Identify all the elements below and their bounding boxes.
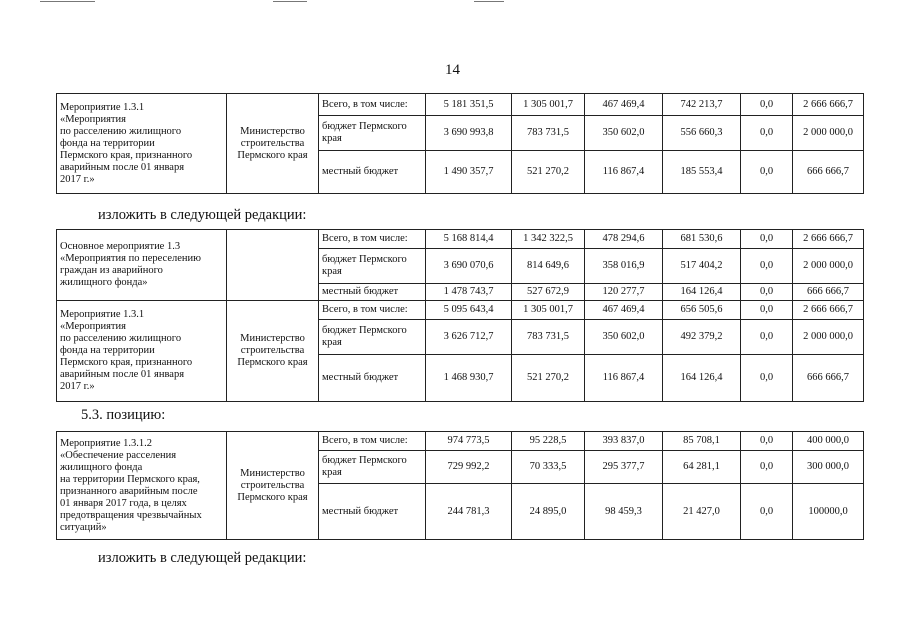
measure-name-line: жилищного фонда» xyxy=(60,277,148,288)
amount-cell: 0,0 xyxy=(741,284,793,301)
measure-name-line: «Мероприятия xyxy=(60,321,126,332)
amount-cell: 0,0 xyxy=(741,484,793,540)
measure-name-line: Основное мероприятие 1.3 xyxy=(60,241,181,252)
measure-name-cell xyxy=(57,301,227,402)
measure-name-line: 2017 г.» xyxy=(60,173,95,185)
measure-name-line: ситуаций» xyxy=(60,521,107,533)
amount-cell: 783 731,5 xyxy=(512,116,585,151)
funding-source-cell: Всего, в том числе: xyxy=(319,94,426,116)
measure-name-line: «Обеспечение расселения xyxy=(60,449,177,461)
responsible-executor-line: строительства xyxy=(240,479,305,491)
amount-cell: 521 270,2 xyxy=(512,355,585,402)
measure-name-line: жилищного фонда xyxy=(60,461,143,473)
measure-name-line: Пермского края, признанного xyxy=(60,357,193,368)
amount-cell: 95 228,5 xyxy=(512,432,585,451)
funding-source-cell: бюджет Пермского края xyxy=(319,116,426,151)
funding-source-cell: Всего, в том числе: xyxy=(319,432,426,451)
funding-source-cell: местный бюджет xyxy=(319,484,426,540)
caption-position-5-3: 5.3. позицию: xyxy=(81,407,166,423)
funding-source-cell: местный бюджет xyxy=(319,284,426,301)
amount-cell: 742 213,7 xyxy=(663,94,741,116)
amount-cell: 0,0 xyxy=(741,301,793,320)
funding-source-cell: бюджет Пермского края xyxy=(319,451,426,484)
measure-name-line: 2017 г.» xyxy=(60,381,95,392)
amount-cell: 3 690 993,8 xyxy=(426,116,512,151)
amount-cell: 0,0 xyxy=(741,320,793,355)
scan-top-marks xyxy=(0,0,905,6)
amount-cell: 467 469,4 xyxy=(585,301,663,320)
amount-cell: 0,0 xyxy=(741,151,793,194)
amount-cell: 3 690 070,6 xyxy=(426,249,512,284)
table-row xyxy=(57,230,864,249)
responsible-executor-cell xyxy=(227,94,319,194)
amount-cell: 0,0 xyxy=(741,249,793,284)
responsible-executor-line: Пермского края xyxy=(237,357,308,368)
responsible-executor-line: Министерство xyxy=(240,125,305,137)
amount-cell: 350 602,0 xyxy=(585,320,663,355)
amount-cell: 100000,0 xyxy=(793,484,864,540)
measure-name-line: по расселению жилищного xyxy=(60,125,182,137)
amount-cell: 492 379,2 xyxy=(663,320,741,355)
measure-name-line: фонда на территории xyxy=(60,345,155,356)
funding-source-cell: местный бюджет xyxy=(319,151,426,194)
amount-cell: 5 095 643,4 xyxy=(426,301,512,320)
budget-table-new-edition xyxy=(56,229,864,402)
amount-cell: 1 490 357,7 xyxy=(426,151,512,194)
amount-cell: 300 000,0 xyxy=(793,451,864,484)
measure-name-line: на территории Пермского края, xyxy=(60,473,200,485)
amount-cell: 0,0 xyxy=(741,116,793,151)
amount-cell: 85 708,1 xyxy=(663,432,741,451)
amount-cell: 400 000,0 xyxy=(793,432,864,451)
page-number: 14 xyxy=(445,62,460,78)
amount-cell: 656 505,6 xyxy=(663,301,741,320)
responsible-executor-cell xyxy=(227,432,319,540)
funding-source-cell: бюджет Пермского края xyxy=(319,320,426,355)
responsible-executor-cell xyxy=(227,301,319,402)
amount-cell: 2 666 666,7 xyxy=(793,230,864,249)
amount-cell: 164 126,4 xyxy=(663,284,741,301)
caption-new-edition-2: изложить в следующей редакции: xyxy=(98,550,307,566)
amount-cell: 666 666,7 xyxy=(793,151,864,194)
amount-cell: 120 277,7 xyxy=(585,284,663,301)
amount-cell: 814 649,6 xyxy=(512,249,585,284)
amount-cell: 467 469,4 xyxy=(585,94,663,116)
funding-source-cell: Всего, в том числе: xyxy=(319,230,426,249)
amount-cell: 393 837,0 xyxy=(585,432,663,451)
amount-cell: 244 781,3 xyxy=(426,484,512,540)
responsible-executor-cell xyxy=(227,230,319,301)
amount-cell: 2 000 000,0 xyxy=(793,320,864,355)
measure-name-cell xyxy=(57,230,227,301)
amount-cell: 350 602,0 xyxy=(585,116,663,151)
caption-new-edition-1: изложить в следующей редакции: xyxy=(98,207,307,223)
measure-name-line: Мероприятие 1.3.1 xyxy=(60,101,145,113)
table-row xyxy=(57,94,864,116)
amount-cell: 185 553,4 xyxy=(663,151,741,194)
amount-cell: 3 626 712,7 xyxy=(426,320,512,355)
measure-name-line: Мероприятие 1.3.1.2 xyxy=(60,437,153,449)
amount-cell: 0,0 xyxy=(741,94,793,116)
measure-name-line: 01 января 2017 года, в целях xyxy=(60,497,187,509)
measure-name-cell xyxy=(57,432,227,540)
amount-cell: 0,0 xyxy=(741,451,793,484)
measure-name-line: граждан из аварийного xyxy=(60,265,163,276)
amount-cell: 974 773,5 xyxy=(426,432,512,451)
amount-cell: 0,0 xyxy=(741,432,793,451)
measure-name-line: предотвращения чрезвычайных xyxy=(60,509,202,521)
amount-cell: 1 305 001,7 xyxy=(512,94,585,116)
amount-cell: 517 404,2 xyxy=(663,249,741,284)
amount-cell: 478 294,6 xyxy=(585,230,663,249)
table-row xyxy=(57,301,864,320)
amount-cell: 666 666,7 xyxy=(793,284,864,301)
responsible-executor-line: Пермского края xyxy=(237,149,308,161)
amount-cell: 5 181 351,5 xyxy=(426,94,512,116)
measure-name-line: Мероприятие 1.3.1 xyxy=(60,309,145,320)
amount-cell: 783 731,5 xyxy=(512,320,585,355)
funding-source-cell: Всего, в том числе: xyxy=(319,301,426,320)
measure-name-line: по расселению жилищного xyxy=(60,333,182,344)
amount-cell: 164 126,4 xyxy=(663,355,741,402)
amount-cell: 0,0 xyxy=(741,355,793,402)
amount-cell: 2 666 666,7 xyxy=(793,94,864,116)
amount-cell: 21 427,0 xyxy=(663,484,741,540)
responsible-executor-line: Министерство xyxy=(240,467,305,479)
amount-cell: 116 867,4 xyxy=(585,151,663,194)
amount-cell: 666 666,7 xyxy=(793,355,864,402)
measure-name-line: аварийным после 01 января xyxy=(60,369,185,380)
table-row xyxy=(57,432,864,451)
amount-cell: 116 867,4 xyxy=(585,355,663,402)
amount-cell: 64 281,1 xyxy=(663,451,741,484)
amount-cell: 295 377,7 xyxy=(585,451,663,484)
measure-name-line: Пермского края, признанного xyxy=(60,149,193,161)
budget-table-position-5-3 xyxy=(56,431,864,540)
measure-name-cell xyxy=(57,94,227,194)
measure-name-line: фонда на территории xyxy=(60,137,155,149)
amount-cell: 70 333,5 xyxy=(512,451,585,484)
responsible-executor-line: строительства xyxy=(240,345,305,356)
amount-cell: 521 270,2 xyxy=(512,151,585,194)
amount-cell: 1 468 930,7 xyxy=(426,355,512,402)
measure-name-line: «Мероприятия xyxy=(60,113,126,125)
amount-cell: 5 168 814,4 xyxy=(426,230,512,249)
responsible-executor-line: Министерство xyxy=(240,333,305,344)
amount-cell: 729 992,2 xyxy=(426,451,512,484)
budget-table-before xyxy=(56,93,864,194)
amount-cell: 358 016,9 xyxy=(585,249,663,284)
measure-name-line: аварийным после 01 января xyxy=(60,161,185,173)
funding-source-cell: местный бюджет xyxy=(319,355,426,402)
amount-cell: 1 478 743,7 xyxy=(426,284,512,301)
amount-cell: 556 660,3 xyxy=(663,116,741,151)
measure-name-line: признанного аварийным после xyxy=(60,485,198,497)
measure-name-line: «Мероприятия по переселению xyxy=(60,253,201,264)
amount-cell: 2 000 000,0 xyxy=(793,249,864,284)
amount-cell: 24 895,0 xyxy=(512,484,585,540)
amount-cell: 0,0 xyxy=(741,230,793,249)
funding-source-cell: бюджет Пермского края xyxy=(319,249,426,284)
amount-cell: 681 530,6 xyxy=(663,230,741,249)
amount-cell: 2 000 000,0 xyxy=(793,116,864,151)
amount-cell: 98 459,3 xyxy=(585,484,663,540)
responsible-executor-line: Пермского края xyxy=(237,491,308,503)
amount-cell: 527 672,9 xyxy=(512,284,585,301)
amount-cell: 1 342 322,5 xyxy=(512,230,585,249)
amount-cell: 1 305 001,7 xyxy=(512,301,585,320)
amount-cell: 2 666 666,7 xyxy=(793,301,864,320)
responsible-executor-line: строительства xyxy=(240,137,305,149)
